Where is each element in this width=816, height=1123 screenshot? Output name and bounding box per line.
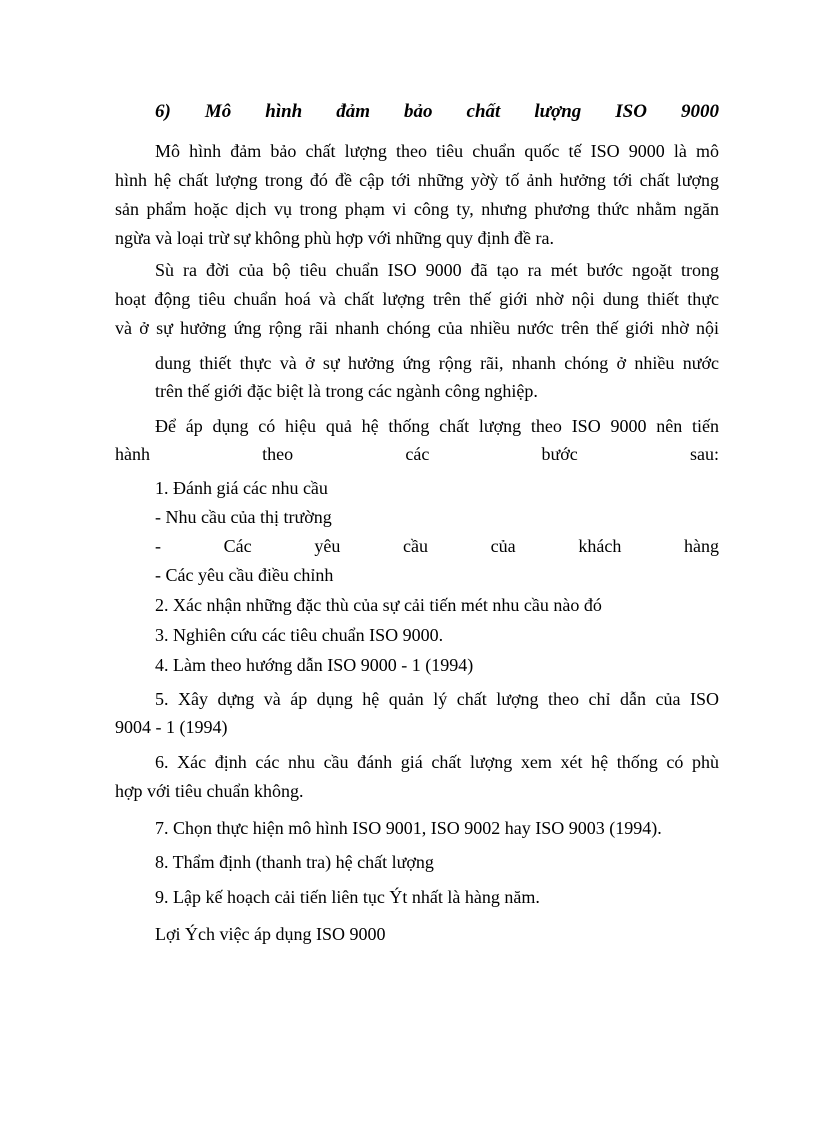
step-1-bullet-adjustment: - Các yêu cầu điều chỉnh (155, 565, 334, 585)
paragraph-1-line-2: hình hệ chất lượng trong đó đề cập tới những yờỳ tố ảnh hưởng tới chất lượng (115, 170, 719, 190)
step-1-bullet-market: - Nhu cầu của thị trường (155, 507, 332, 527)
paragraph-2-line-2: hoạt động tiêu chuẩn hoá và chất lượng trên thế giới nhờ nội dung thiết thực (115, 289, 719, 309)
paragraph-1-line-4: ngừa và loại trừ sự không phù hợp với những quy định đề ra. (115, 228, 555, 248)
step-3: 3. Nghiên cứu các tiêu chuẩn ISO 9000. (155, 625, 444, 645)
paragraph-3-line-2: trên thế giới đặc biệt là trong các ngành công nghiệp. (155, 381, 538, 401)
paragraph-3-line-1: dung thiết thực và ở sự hưởng ứng rộng rãi, nhanh chóng ở nhiều nước (155, 353, 719, 373)
step-4: 4. Làm theo hướng dẫn ISO 9000 - 1 (1994) (155, 655, 474, 675)
step-9: 9. Lập kế hoạch cải tiến liên tục Ýt nhất là hàng năm. (155, 887, 540, 907)
step-5-line-1: 5. Xây dựng và áp dụng hệ quản lý chất lượng theo chỉ dẫn của ISO (155, 689, 719, 709)
paragraph-2-line-3: và ở sự hưởng ứng rộng rãi nhanh chóng của nhiều nước trên thế giới nhờ nội (115, 318, 719, 338)
step-6-line-2: hợp với tiêu chuẩn không. (115, 781, 304, 801)
closing-line: Lợi Ých việc áp dụng ISO 9000 (155, 924, 386, 944)
step-6-line-1: 6. Xác định các nhu cầu đánh giá chất lượng xem xét hệ thống có phù (155, 752, 719, 772)
section-heading: 6) Mô hình đảm bảo chất lượng ISO 9000 (155, 101, 719, 122)
step-8: 8. Thẩm định (thanh tra) hệ chất lượng (155, 852, 434, 872)
step-1-bullet-customer: - Các yêu cầu của khách hàng (155, 536, 719, 556)
paragraph-2-line-1: Sù ra đời của bộ tiêu chuẩn ISO 9000 đã tạo ra mét bước ngoặt trong (155, 260, 719, 280)
step-7: 7. Chọn thực hiện mô hình ISO 9001, ISO 9002 hay ISO 9003 (1994). (155, 818, 662, 838)
paragraph-1-line-3: sản phẩm hoặc dịch vụ trong phạm vi công ty, nhưng phương thức nhằm ngăn (115, 199, 719, 219)
paragraph-1-line-1: Mô hình đảm bảo chất lượng theo tiêu chuẩn quốc tế ISO 9000 là mô (155, 141, 719, 161)
step-5-line-2: 9004 - 1 (1994) (115, 717, 228, 737)
step-1: 1. Đánh giá các nhu cầu (155, 478, 328, 498)
paragraph-4-line-1: Để áp dụng có hiệu quả hệ thống chất lượng theo ISO 9000 nên tiến (155, 416, 719, 436)
paragraph-4-line-2: hành theo các bước sau: (115, 444, 719, 464)
step-2: 2. Xác nhận những đặc thù của sự cải tiến mét nhu cầu nào đó (155, 595, 602, 615)
